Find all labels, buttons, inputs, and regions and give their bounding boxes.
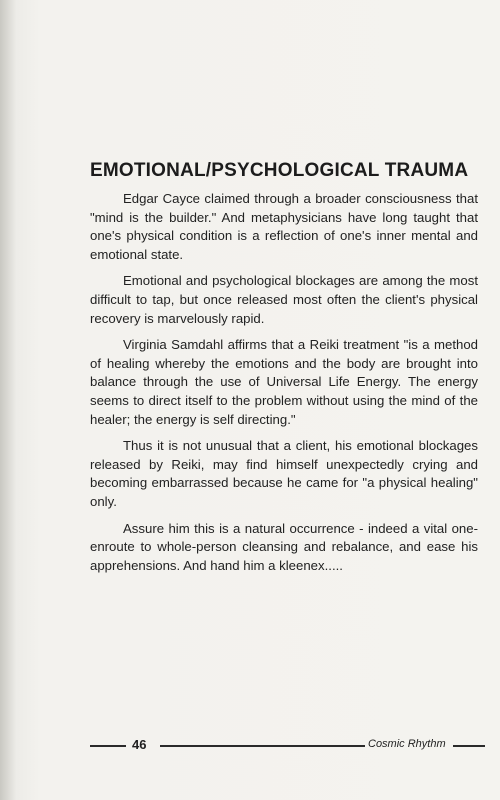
book-spine-shadow xyxy=(0,0,16,800)
page-area xyxy=(18,0,500,800)
footer-rule-left xyxy=(90,745,126,747)
chapter-heading: EMOTIONAL/PSYCHOLOGICAL TRAUMA xyxy=(90,160,469,181)
footer-rule-right xyxy=(453,745,485,747)
paragraph-4: Thus it is not unusual that a client, his emotional blockages released by Reiki, may find himself unexpectedly crying and becoming embarrassed because he came for "a physical healing" only. xyxy=(90,438,478,509)
body-text xyxy=(90,190,478,583)
page-number: 46 xyxy=(132,737,147,752)
paragraph-5: Assure him this is a natural occurrence - indeed a vital one-enroute to whole-person cleansing and rebalance, and ease his apprehensions. And hand him a kleenex..... xyxy=(90,520,478,573)
page-footer xyxy=(90,737,485,753)
paragraph-2: Emotional and psychological blockages are among the most difficult to tap, but once released most often the client's physical recovery is marvelously rapid. xyxy=(90,273,478,326)
running-book-title: Cosmic Rhythm xyxy=(368,738,446,750)
paragraph-1: Edgar Cayce claimed through a broader consciousness that "mind is the builder." And metaphysicians have long taught that one's physical condition is a reflection of one's inner mental and emotional state. xyxy=(90,191,478,262)
paragraph-3: Virginia Samdahl affirms that a Reiki treatment "is a method of healing whereby the emotions and the body are brought into balance through the use of Universal Life Energy. The energy seems to direct itself to the problem without using the mind of the healer; the energy is self directing." xyxy=(90,337,478,427)
footer-rule-middle xyxy=(160,745,365,747)
